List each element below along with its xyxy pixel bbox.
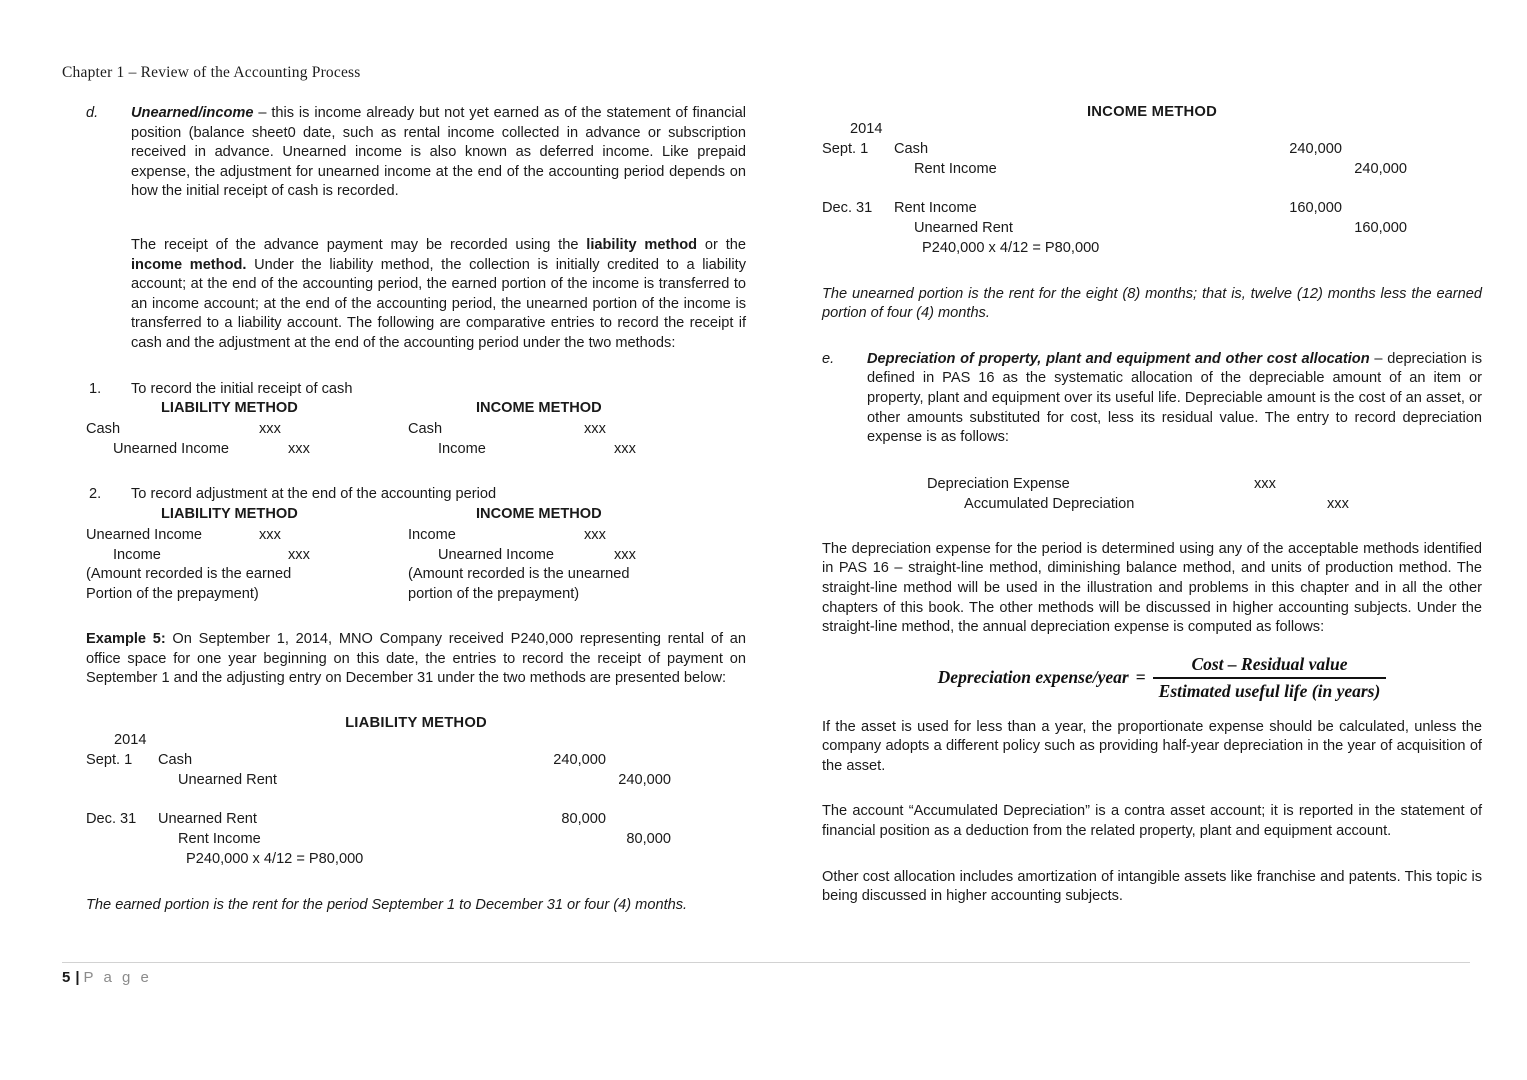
footer-separator: | [75,969,80,986]
income-entry-1-credit-account: Rent Income [914,160,997,177]
step-2-debit-row [86,526,746,546]
liability-journal-year: 2014 [114,732,147,749]
step-1-head-income: INCOME METHOD [476,400,602,417]
example-5-text: On September 1, 2014, MNO Company received P240,000 representing rental of an office space for one year beginning on this date, the entries to record the receipt of payment on September 1 and the adjusting entry on December 31 under the two methods are presented below: [86,631,746,687]
income-entry-2-date: Dec. 31 [822,200,873,217]
depreciation-debit-amount: xxx [1254,475,1276,492]
list-item-d [86,104,746,202]
step-1-a-credit: Unearned Income [113,440,230,457]
step-1-a-credit-amount: xxx [288,440,310,457]
step-1 [86,380,746,400]
step-2-label: To record adjustment at the end of the accounting period [131,486,497,503]
income-journal-row-1-debit [822,140,1482,160]
liability-journal-year-row [86,731,746,751]
liability-journal-row-1-debit [86,751,746,771]
formula-denominator: Estimated useful life (in years) [1158,680,1381,701]
income-journal-year-row [822,120,1482,140]
bold-income-method: income method. [131,256,247,273]
liability-entry-1-date: Sept. 1 [86,751,133,768]
step-2-head-income: INCOME METHOD [476,505,602,522]
income-method-note: The unearned portion is the rent for the eight (8) months; that is, twelve (12) months less the earned portion of four (4) months. [822,285,1482,322]
step-2-b-debit: Income [408,526,456,543]
step-2-b-debit-amount: xxx [584,526,606,543]
depreciation-credit-amount: xxx [1327,495,1349,512]
income-journal-row-2-credit [822,219,1482,239]
step-2-head-liability: LIABILITY METHOD [161,505,298,522]
step-1-b-debit-amount: xxx [584,421,606,438]
step-2-credit-row [86,546,746,566]
step-1-debit-row [86,420,746,440]
example-5-paragraph [86,630,746,689]
list-marker-e: e. [822,350,835,367]
formula-numerator: Cost – Residual value [1191,653,1348,674]
step-2-b-credit-amount: xxx [614,546,636,563]
liability-method-note: The earned portion is the rent for the period September 1 to December 31 or four (4) months. [86,896,688,913]
liability-entry-2-credit-amount: 80,000 [626,831,671,848]
income-journal-row-2-debit [822,199,1482,219]
methods-part2: or the [697,236,747,253]
step-2-b-credit: Unearned Income [438,546,555,563]
step-2-method-headers [86,506,746,526]
step-1-method-headers [86,400,746,420]
step-1-b-credit-amount: xxx [614,440,636,457]
step-1-label: To record the initial receipt of cash [131,380,353,397]
footer-divider [62,962,1470,963]
depreciation-entry-credit-row [822,494,1482,514]
step-2-note-row-1 [86,565,746,585]
methods-part3: Under the liability method, the collection is initially credited to a liability account; at the end of the accounting period, the earned portion of the income is transferred to an income account; at the end of the accounting period, the unearned portion of the income is transferred to a liability account. The following are comparative entries to record the receipt if cash and the adjustment at the end of the accounting period under the two methods: [131,256,746,351]
liability-entry-1-credit-amount: 240,000 [618,771,671,788]
income-entry-2-computation: P240,000 x 4/12 = P80,000 [922,239,1100,256]
example-5-label: Example 5: [86,631,166,648]
liability-entry-1-credit-account: Unearned Rent [178,771,277,788]
income-entry-2-credit-account: Unearned Rent [914,219,1013,236]
depreciation-formula [822,654,1482,702]
term-unearned-income: Unearned/income [131,105,254,121]
step-2-note-row-2 [86,585,746,605]
liability-entry-2-debit-account: Unearned Rent [158,811,257,828]
step-2-a-debit-amount: xxx [259,526,281,543]
income-journal-spacer [822,179,1482,199]
formula-equals-sign: = [1135,667,1146,688]
income-entry-1-debit-account: Cash [894,140,929,157]
liability-journal-row-2-debit [86,810,746,830]
other-cost-allocation-paragraph: Other cost allocation includes amortization of intangible assets like franchise and patents. This topic is being discussed in higher accounting subjects. [822,868,1482,905]
running-header: Chapter 1 – Review of the Accounting Process [62,64,361,81]
income-entry-1-credit-amount: 240,000 [1354,160,1407,177]
liability-entry-1-debit-amount: 240,000 [553,751,606,768]
step-2-a-note-2: Portion of the prepayment) [86,585,259,602]
item-e-text: – depreciation is defined in PAS 16 as the systematic allocation of the depreciable amount of an item or property, plant and equipment over its useful life. Depreciable amount is the cost of an asset, or other amounts substituted for cost, less its residual value. The entry to record depreciation expense is as follows: [867,350,1482,446]
methods-part1: The receipt of the advance payment may be recorded using the [131,236,587,253]
right-column [822,104,1482,907]
depreciation-methods-paragraph: The depreciation expense for the period is determined using any of the acceptable methods identified in PAS 16 – straight-line method, diminishing balance method, and units of production method. The straight-line method will be used in the illustration and problems in this chapter and in all the other chapters of this book. The other methods will be discussed in higher accounting subjects. Under the straight-line method, the annual depreciation expense is computed as follows: [822,540,1482,636]
step-2-a-debit: Unearned Income [86,526,203,543]
depreciation-credit-account: Accumulated Depreciation [964,495,1135,512]
methods-paragraph [86,236,746,354]
step-2-b-note-2: portion of the prepayment) [408,585,580,602]
proportionate-expense-paragraph: If the asset is used for less than a year, the proportionate expense should be calculated, unless the company adopts a different policy such as providing half-year depreciation in the year of acquisition of the asset. [822,718,1482,774]
income-method-title: INCOME METHOD [1086,104,1217,120]
bold-liability-method: liability method [586,236,698,253]
depreciation-entry-debit-row [822,474,1482,494]
term-depreciation: Depreciation of property, plant and equipment and other cost allocation [867,350,1370,367]
income-journal-row-1-credit [822,160,1482,180]
step-2-number: 2. [89,486,102,503]
list-marker-d: d. [86,105,99,121]
footer-page-label: P a g e [83,969,152,986]
formula-fraction [1153,654,1387,702]
income-journal-year: 2014 [850,121,883,137]
liability-entry-2-computation: P240,000 x 4/12 = P80,000 [186,850,364,867]
income-entry-2-debit-account: Rent Income [894,200,977,217]
contra-asset-paragraph: The account “Accumulated Depreciation” is a contra asset account; it is reported in the statement of financial position as a deduction from the related property, plant and equipment account. [822,803,1482,840]
liability-journal-row-1-credit [86,771,746,791]
depreciation-debit-account: Depreciation Expense [927,475,1070,492]
step-1-b-debit: Cash [408,421,443,438]
income-entry-2-credit-amount: 160,000 [1354,219,1407,236]
liability-journal-spacer [86,790,746,810]
step-2-a-credit: Income [113,546,161,563]
liability-entry-2-date: Dec. 31 [86,811,137,828]
income-entry-1-debit-amount: 240,000 [1289,140,1342,157]
liability-journal-row-2-computation [86,850,746,870]
page-footer [62,969,152,986]
step-1-head-liability: LIABILITY METHOD [161,400,298,417]
step-2 [86,485,746,505]
step-1-number: 1. [89,380,102,397]
step-2-a-credit-amount: xxx [288,546,310,563]
income-entry-1-date: Sept. 1 [822,140,869,157]
liability-entry-2-credit-account: Rent Income [178,831,261,848]
formula-left-side: Depreciation expense/year [937,667,1129,688]
step-1-b-credit: Income [438,440,486,457]
income-entry-2-debit-amount: 160,000 [1289,200,1342,217]
item-d-text: – this is income already but not yet earned as of the statement of financial position (balance sheet0 date, such as rental income collected in advance or subscription received in advance. Unearned income is also known as deferred income. Like prepaid expense, the adjustment for unearned income at the end of the accounting period depends on how the initial receipt of cash is recorded. [131,105,746,200]
liability-journal-row-2-credit [86,830,746,850]
step-2-b-note-1: (Amount recorded is the unearned [408,566,630,583]
step-2-a-note-1: (Amount recorded is the earned [86,566,292,583]
liability-entry-1-debit-account: Cash [158,751,193,768]
list-item-e [822,350,1482,448]
income-journal-row-2-computation [822,239,1482,259]
left-column [86,104,746,915]
step-1-credit-row [86,440,746,460]
step-1-a-debit-amount: xxx [259,421,281,438]
step-1-a-debit: Cash [86,421,121,438]
liability-method-title: LIABILITY METHOD [345,715,487,732]
liability-entry-2-debit-amount: 80,000 [561,811,606,828]
footer-page-number: 5 [62,969,71,986]
